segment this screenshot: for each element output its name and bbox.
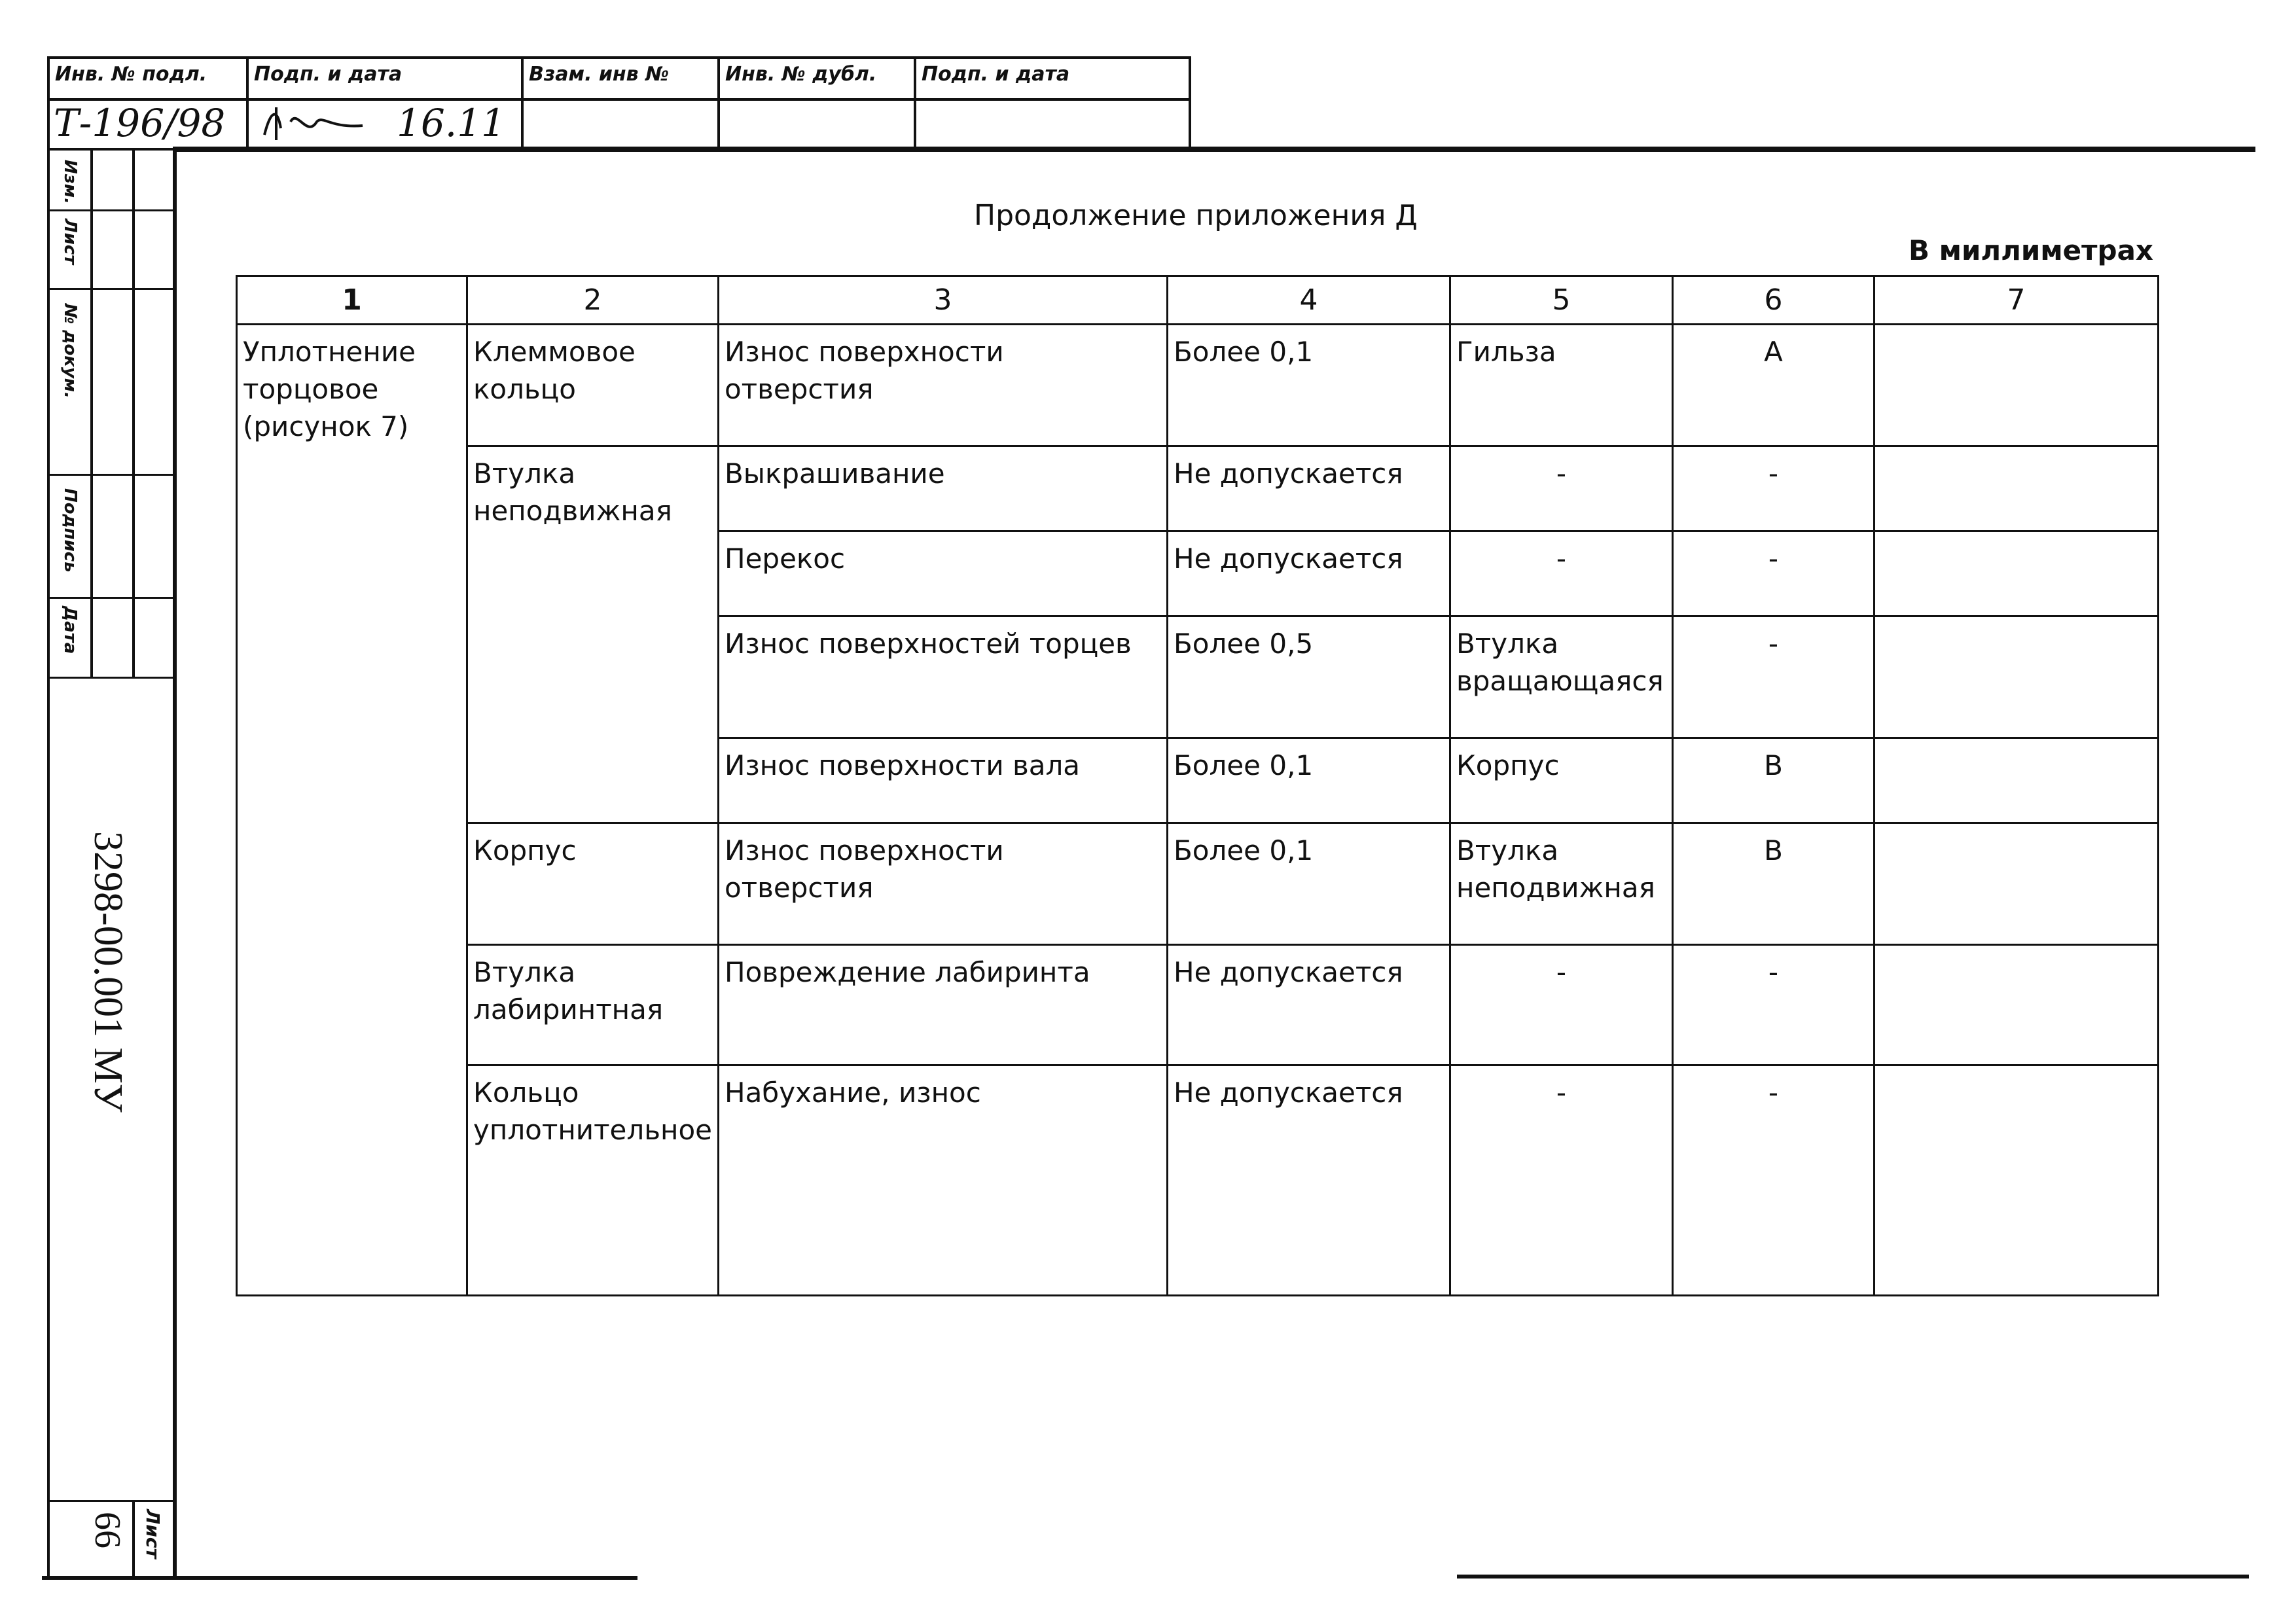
stamp-col-replace: [521, 59, 717, 148]
category-cell: -: [1672, 446, 1874, 531]
category-cell: А: [1672, 325, 1874, 446]
frame-bottom-line-right: [1457, 1575, 2249, 1578]
defect-cell: Износ поверхностей торцев: [718, 616, 1167, 738]
column-header: 6: [1672, 276, 1874, 325]
sheet-number: 66: [87, 1512, 128, 1548]
signature-date: 16.11: [397, 101, 506, 145]
note-cell: [1874, 945, 2158, 1065]
value-cell: Не допускается: [1167, 446, 1450, 531]
stamp-header-inv: Инв. № подл.: [55, 63, 207, 86]
note-cell: [1874, 823, 2158, 945]
part-cell: Клеммовое кольцо: [467, 325, 719, 446]
note-cell: [1874, 738, 2158, 823]
side-label-sign: Подпись: [60, 488, 80, 573]
side-label-doc: № докум.: [60, 304, 80, 399]
pair-cell: Гильза: [1450, 325, 1672, 446]
document-number: 3298-00.001 МУ: [86, 831, 130, 1113]
value-cell: Не допускается: [1167, 945, 1450, 1065]
signature-icon: [258, 102, 369, 145]
table-row: [237, 446, 2159, 531]
side-label-date: Дата: [60, 606, 80, 654]
category-cell: -: [1672, 945, 1874, 1065]
pair-cell: -: [1450, 1065, 1672, 1296]
column-header: 1: [237, 276, 467, 325]
value-cell: Более 0,1: [1167, 823, 1450, 945]
defect-cell: Износ поверхности вала: [718, 738, 1167, 823]
pair-cell: Втулка вращающаяся: [1450, 616, 1672, 738]
stamp-header-sign2: Подп. и дата: [922, 63, 1070, 86]
note-cell: [1874, 446, 2158, 531]
stamp-col-sign2: [914, 59, 1189, 148]
table-row: [237, 325, 2159, 446]
defect-cell: Выкрашивание: [718, 446, 1167, 531]
units-label: В миллиметрах: [1909, 234, 2154, 266]
pair-cell: Корпус: [1450, 738, 1672, 823]
category-cell: -: [1672, 616, 1874, 738]
defect-cell: Набухание, износ: [718, 1065, 1167, 1296]
column-header: 2: [467, 276, 719, 325]
stamp-header-replace: Взам. инв №: [529, 63, 670, 86]
part-cell: Втулка лабиринтная: [467, 945, 719, 1065]
pair-cell: -: [1450, 446, 1672, 531]
defects-table: [236, 275, 2159, 1296]
stamp-header-sign: Подп. и дата: [254, 63, 403, 86]
pair-cell: -: [1450, 945, 1672, 1065]
page-title: Продолжение приложения Д: [974, 199, 1418, 232]
note-cell: [1874, 531, 2158, 616]
part-cell: Корпус: [467, 823, 719, 945]
defect-cell: Перекос: [718, 531, 1167, 616]
sheet-label: Лист: [142, 1509, 164, 1559]
column-header: 7: [1874, 276, 2158, 325]
category-cell: В: [1672, 823, 1874, 945]
value-cell: Более 0,1: [1167, 738, 1450, 823]
stamp-col-inv: [50, 59, 246, 148]
table-header-row: [237, 276, 2159, 325]
frame-top-line: [173, 147, 2255, 152]
category-cell: В: [1672, 738, 1874, 823]
note-cell: [1874, 616, 2158, 738]
stamp-col-dup: [717, 59, 914, 148]
value-cell: Не допускается: [1167, 531, 1450, 616]
inv-number: Т-196/98: [54, 101, 226, 145]
table-row: [237, 823, 2159, 945]
table-row: [237, 945, 2159, 1065]
value-cell: Не допускается: [1167, 1065, 1450, 1296]
assembly-cell: Уплотнение торцовое (рисунок 7): [237, 325, 467, 1296]
category-cell: -: [1672, 1065, 1874, 1296]
defect-cell: Повреждение лабиринта: [718, 945, 1167, 1065]
part-cell: Втулка неподвижная: [467, 446, 719, 823]
part-cell: Кольцо уплотнительное: [467, 1065, 719, 1296]
column-header: 3: [718, 276, 1167, 325]
value-cell: Более 0,5: [1167, 616, 1450, 738]
side-strip: [47, 151, 175, 1577]
pair-cell: Втулка неподвижная: [1450, 823, 1672, 945]
defect-cell: Износ поверхности отверстия: [718, 823, 1167, 945]
stamp-col-sign: [246, 59, 521, 148]
column-header: 5: [1450, 276, 1672, 325]
value-cell: Более 0,1: [1167, 325, 1450, 446]
category-cell: -: [1672, 531, 1874, 616]
pair-cell: -: [1450, 531, 1672, 616]
stamp-header-dup: Инв. № дубл.: [725, 63, 877, 86]
defect-cell: Износ поверхности отверстия: [718, 325, 1167, 446]
note-cell: [1874, 1065, 2158, 1296]
approval-stamp: [47, 56, 1191, 151]
side-label-list: Лист: [60, 219, 80, 265]
table-row: [237, 1065, 2159, 1296]
column-header: 4: [1167, 276, 1450, 325]
side-label-izm: Изм.: [60, 160, 80, 204]
note-cell: [1874, 325, 2158, 446]
